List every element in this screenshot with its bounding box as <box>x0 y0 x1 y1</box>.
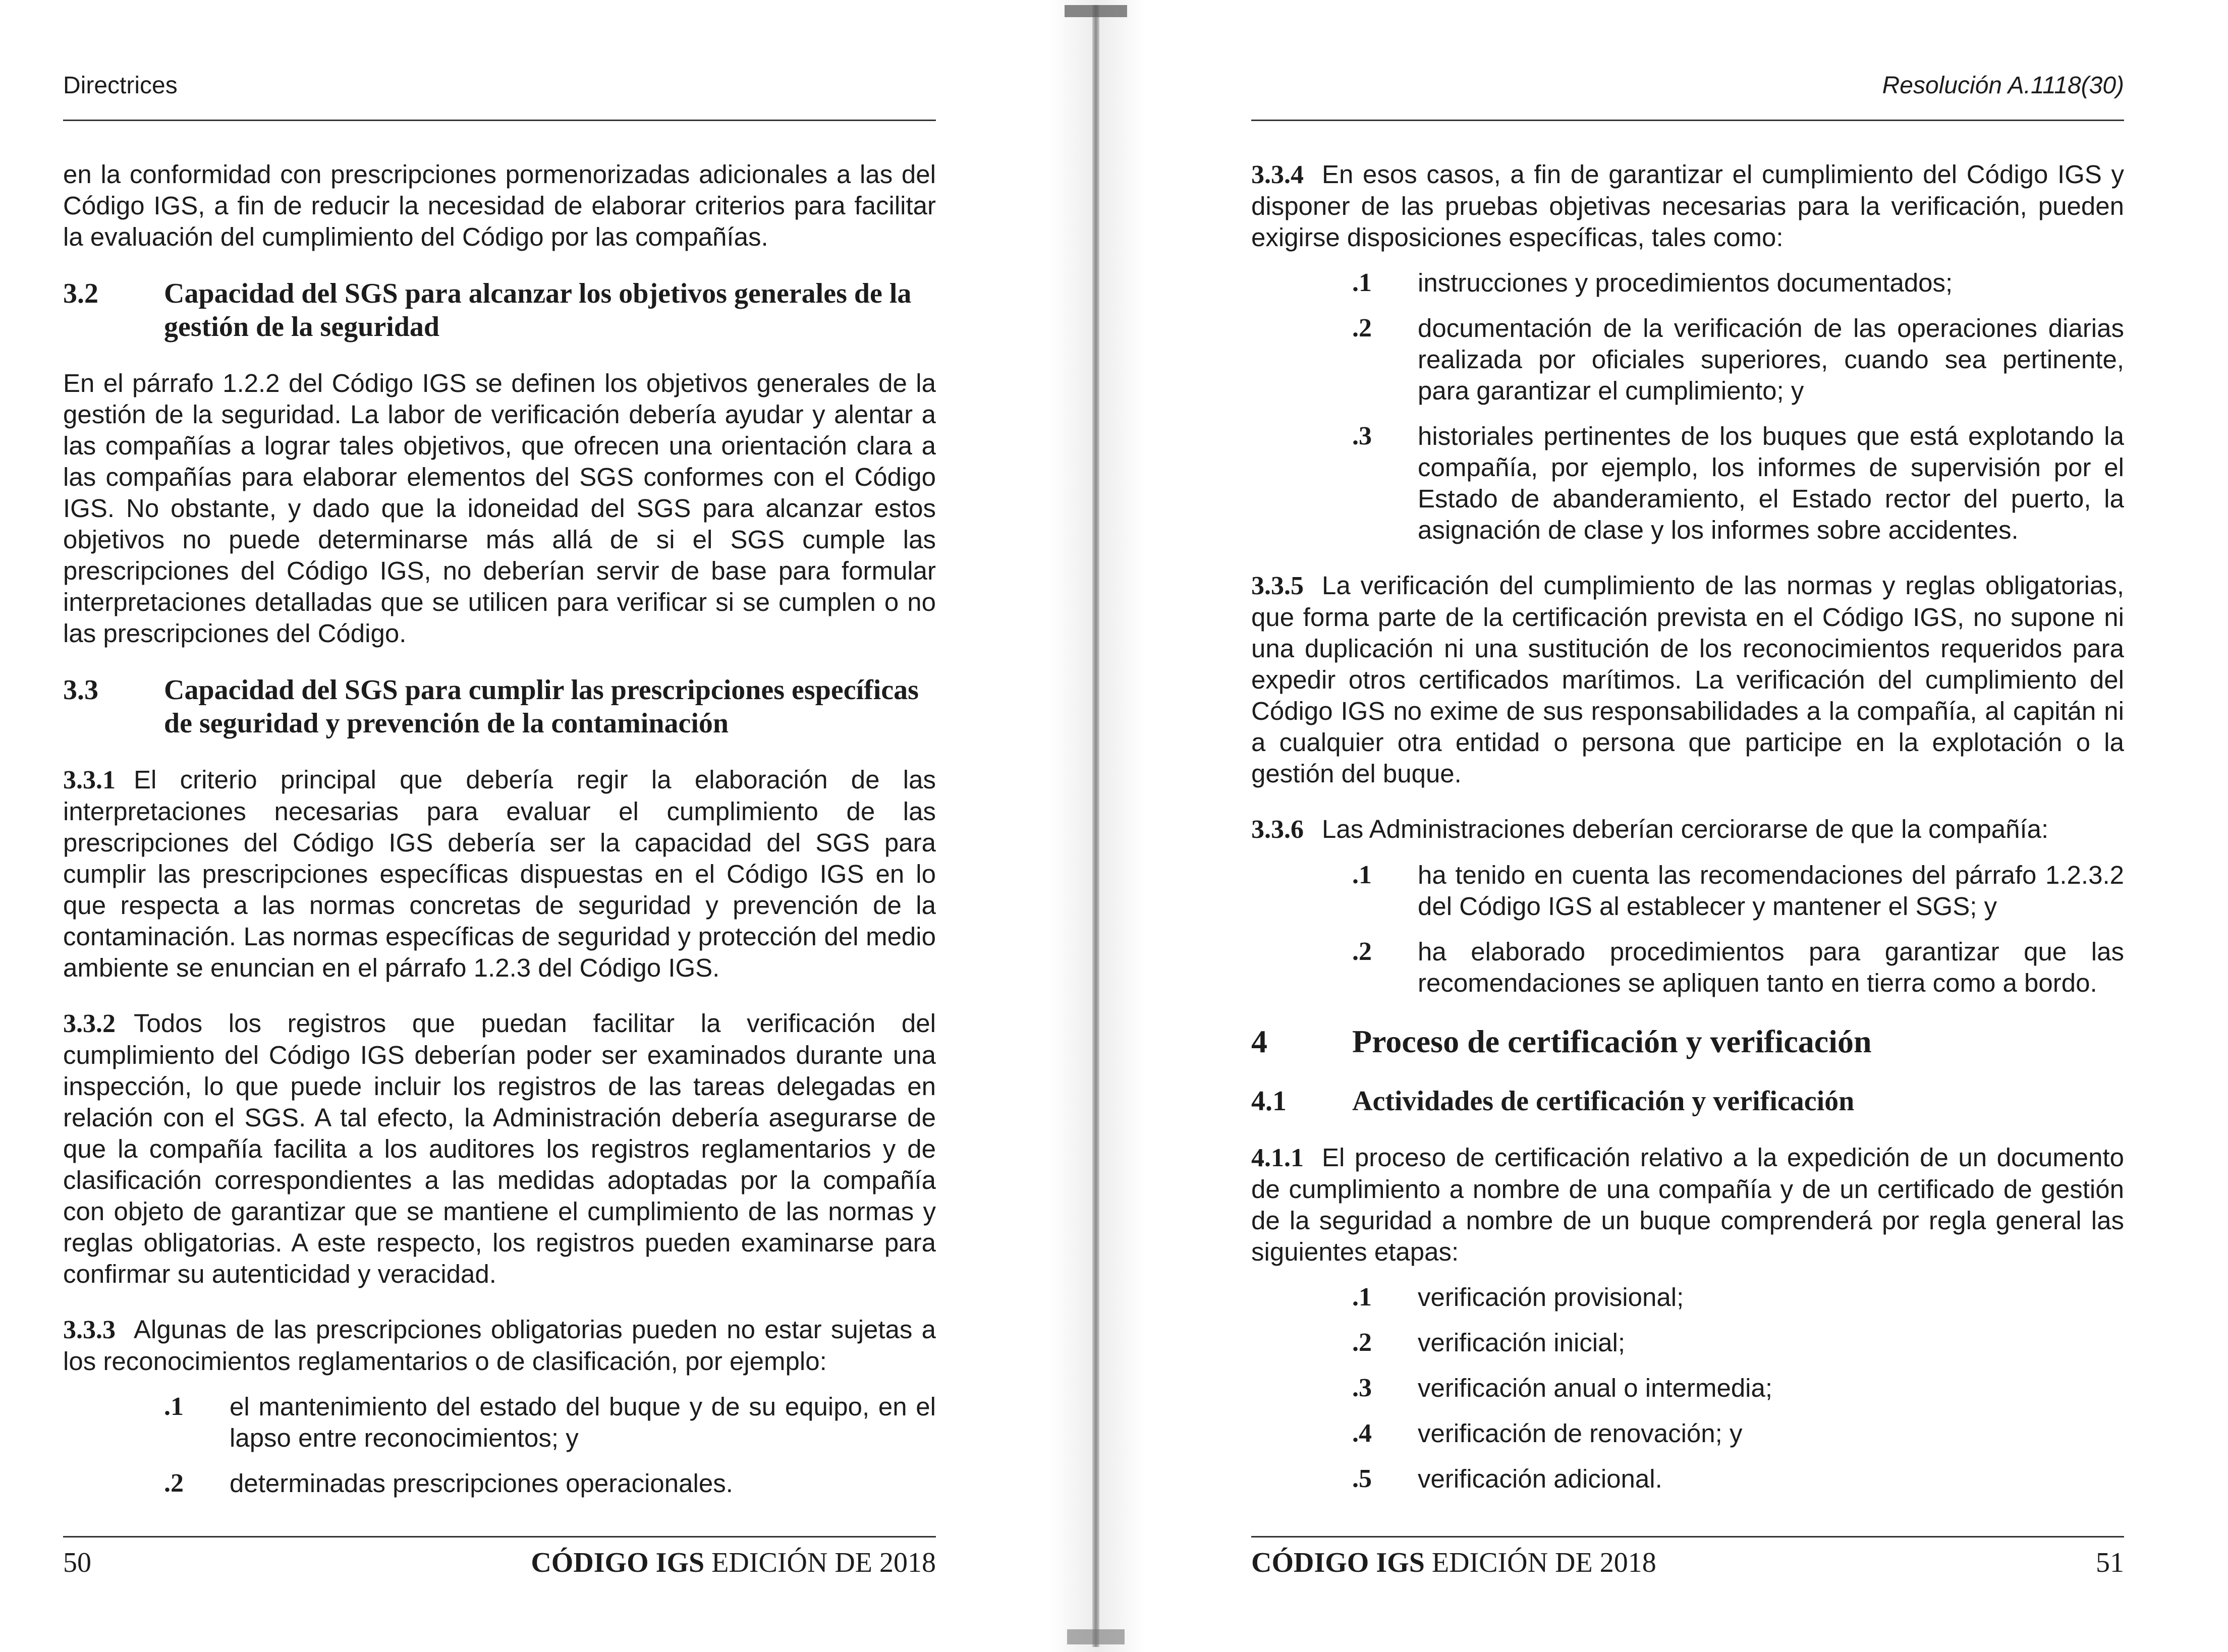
running-head-text: Resolución A.1118(30) <box>1882 72 2124 99</box>
page-number: 50 <box>63 1547 91 1578</box>
section-4-1-heading <box>1251 1085 2124 1118</box>
edition-text: EDICIÓN DE 2018 <box>711 1547 936 1578</box>
right-page-content <box>1251 159 2124 1519</box>
list-item-number: .2 <box>1352 314 1372 343</box>
list-item-text: instrucciones y procedimientos documentados; <box>1418 268 1953 297</box>
section-number: 3.2 <box>63 278 98 309</box>
right-footer <box>1251 1536 2124 1586</box>
paragraph-text: Las Administraciones deberían cerciorarse de que la compañía: <box>1322 815 2049 843</box>
list-item-number: .1 <box>1352 268 1372 297</box>
list-item-text: verificación de renovación; y <box>1418 1419 1743 1448</box>
list-item <box>1251 421 2124 546</box>
paragraph-text: La verificación del cumplimiento de las normas y reglas obligatorias, que forma parte de la certificación prevista en el Código IGS, no supone ni una duplicación ni una sustitución de los reconocimientos requeridos para expedir otros certificados marítimos. La verificación del cumplimiento del Código IGS no exime de sus responsabilidades a la compañía, al capitán ni a cualquier otra entidad o persona que participe en la explotación o la gestión del buque. <box>1251 571 2124 788</box>
code-name: CÓDIGO IGS <box>1251 1547 1425 1578</box>
section-number: 3.3 <box>63 674 98 706</box>
book-spine-line <box>1092 5 1099 1647</box>
paragraph-text: El criterio principal que debería regir la elaboración de las interpretaciones necesarias para evaluar el cumplimiento de las prescripciones del Código IGS debería ser la capacidad del SGS para cumplir las prescripciones específicas dispuestas en el Código IGS en lo que respecta a las normas concretas de seguridad y prevención de la contaminación. Las normas específicas de seguridad y protección del medio ambiente se enuncian en el párrafo 1.2.3 del Código IGS. <box>63 765 936 982</box>
right-page <box>1251 0 2124 1652</box>
list-item <box>1251 1418 2124 1449</box>
paragraph-3-3-3-list <box>63 1391 936 1499</box>
list-item <box>1251 936 2124 999</box>
book-spine-top <box>1065 5 1127 17</box>
paragraph-number: 4.1.1 <box>1251 1144 1304 1172</box>
paragraph-text: Algunas de las prescripciones obligatorias pueden no estar sujetas a los reconocimientos reglamentarios o de clasificación, por ejemplo: <box>63 1315 936 1376</box>
list-item-number: .3 <box>1352 1374 1372 1402</box>
section-title: Capacidad del SGS para cumplir las prescripciones específicas de seguridad y prevención de la contaminación <box>164 674 919 739</box>
paragraph-number: 3.3.4 <box>1251 160 1304 189</box>
code-name: CÓDIGO IGS <box>531 1547 705 1578</box>
section-title: Capacidad del SGS para alcanzar los objetivos generales de la gestión de la seguridad <box>164 278 912 343</box>
left-footer <box>63 1536 936 1586</box>
paragraph-3-3-4-list <box>1251 267 2124 546</box>
paragraph-number: 3.3.2 <box>63 1009 116 1038</box>
list-item <box>1251 313 2124 407</box>
intro-paragraph: en la conformidad con prescripciones pormenorizadas adicionales a las del Código IGS, a fin de reducir la necesidad de elaborar criterios para facilitar la evaluación del cumplimiento del Código por las compañías. <box>63 160 936 251</box>
list-item <box>1251 267 2124 299</box>
list-item-text: verificación inicial; <box>1418 1328 1625 1357</box>
list-item-text: historiales pertinentes de los buques que está explotando la compañía, por ejemplo, los informes de supervisión por el Estado de abanderamiento, el Estado rector del puerto, la asignación de clase y los informes sobre accidentes. <box>1418 422 2124 544</box>
section-title: Actividades de certificación y verificación <box>1352 1086 1855 1117</box>
publication-title <box>531 1547 936 1579</box>
paragraph-text: El proceso de certificación relativo a la expedición de un documento de cumplimiento a nombre de una compañía y de un certificado de gestión de la seguridad a nombre de un buque comprenderá por regla general las siguientes etapas: <box>1251 1143 2124 1266</box>
list-item-text: documentación de la verificación de las operaciones diarias realizada por oficiales superiores, cuando sea pertinente, para garantizar el cumplimiento; y <box>1418 314 2124 405</box>
paragraph-number: 3.3.3 <box>63 1316 116 1344</box>
paragraph-text: Todos los registros que puedan facilitar la verificación del cumplimiento del Código IGS deberían poder ser examinados durante una inspección, lo que puede incluir los registros de las tareas delegadas en relación con el SGS. A tal efecto, la Administración debería asegurarse de que la compañía facilita a los auditores los registros reglamentarios y de clasificación correspondientes a las medidas adoptadas por la compañía con objeto de garantizar que se mantiene el cumplimiento de las normas y reglas obligatorias. A este respecto, los registros pueden examinarse para confirmar su autenticidad y veracidad. <box>63 1009 936 1288</box>
paragraph-number: 3.3.6 <box>1251 815 1304 844</box>
publication-title <box>1251 1547 1656 1579</box>
list-item-text: ha elaborado procedimientos para garantizar que las recomendaciones se apliquen tanto en tierra como a bordo. <box>1418 937 2124 997</box>
paragraph-3-3-3 <box>63 1314 936 1377</box>
list-item <box>63 1391 936 1454</box>
paragraph-3-3-1 <box>63 764 936 984</box>
paragraph-3-3-6 <box>1251 814 2124 845</box>
paragraph-3-3-4 <box>1251 159 2124 253</box>
paragraph-3-3-5 <box>1251 570 2124 789</box>
book-spine-bottom <box>1067 1629 1125 1644</box>
list-item <box>1251 1463 2124 1495</box>
list-item <box>1251 860 2124 922</box>
list-item-text: el mantenimiento del estado del buque y de su equipo, en el lapso entre reconocimientos; y <box>230 1392 936 1452</box>
paragraph-number: 3.3.5 <box>1251 572 1304 600</box>
list-item-number: .5 <box>1352 1464 1372 1493</box>
section-3-2-body: En el párrafo 1.2.2 del Código IGS se definen los objetivos generales de la gestión de la seguridad. La labor de verificación debería ayudar y alentar a las compañías a lograr tales objetivos, que ofrecen una orientación clara a las compañías para elaborar elementos del SGS conformes con el Código IGS. No obstante, y dado que la idoneidad del SGS para alcanzar estos objetivos no puede determinarse más allá de si el SGS cumple las prescripciones del Código IGS, no deberían servir de base para formular interpretaciones detalladas que se utilicen para verificar si se cumplen o no las prescripciones del Código. <box>63 369 936 648</box>
list-item-text: verificación anual o intermedia; <box>1418 1374 1773 1402</box>
page-number: 51 <box>2096 1547 2124 1578</box>
right-running-head <box>1251 71 2124 121</box>
edition-text: EDICIÓN DE 2018 <box>1431 1547 1656 1578</box>
list-item <box>1251 1373 2124 1404</box>
section-title: Proceso de certificación y verificación <box>1352 1023 1872 1059</box>
list-item <box>1251 1327 2124 1358</box>
list-item <box>1251 1282 2124 1313</box>
list-item-number: .1 <box>164 1392 184 1421</box>
paragraph-number: 3.3.1 <box>63 766 116 794</box>
left-page-content <box>63 159 936 1523</box>
list-item <box>63 1468 936 1499</box>
running-head-text: Directrices <box>63 72 178 99</box>
paragraph-3-3-6-list <box>1251 860 2124 999</box>
section-number: 4.1 <box>1251 1086 1287 1117</box>
section-number: 4 <box>1251 1023 1267 1059</box>
section-3-3-heading <box>63 673 936 740</box>
list-item-text: verificación adicional. <box>1418 1464 1662 1493</box>
paragraph-text: En esos casos, a fin de garantizar el cumplimiento del Código IGS y disponer de las pruebas objetivas necesarias para la verificación, pueden exigirse disposiciones específicas, tales como: <box>1251 160 2124 252</box>
list-item-text: determinadas prescripciones operacionales. <box>230 1469 733 1498</box>
paragraph-3-3-2 <box>63 1008 936 1290</box>
list-item-number: .2 <box>164 1469 184 1498</box>
list-item-number: .2 <box>1352 1328 1372 1357</box>
list-item-number: .1 <box>1352 1283 1372 1312</box>
left-page <box>63 0 936 1652</box>
list-item-text: ha tenido en cuenta las recomendaciones del párrafo 1.2.3.2 del Código IGS al establecer y mantener el SGS; y <box>1418 861 2124 921</box>
section-3-2-heading <box>63 277 936 344</box>
paragraph-4-1-1-list <box>1251 1282 2124 1495</box>
list-item-text: verificación provisional; <box>1418 1283 1684 1312</box>
list-item-number: .4 <box>1352 1419 1372 1448</box>
paragraph-4-1-1 <box>1251 1142 2124 1268</box>
list-item-number: .3 <box>1352 422 1372 450</box>
section-4-heading <box>1251 1023 2124 1060</box>
left-running-head <box>63 71 936 121</box>
list-item-number: .1 <box>1352 861 1372 889</box>
list-item-number: .2 <box>1352 937 1372 966</box>
